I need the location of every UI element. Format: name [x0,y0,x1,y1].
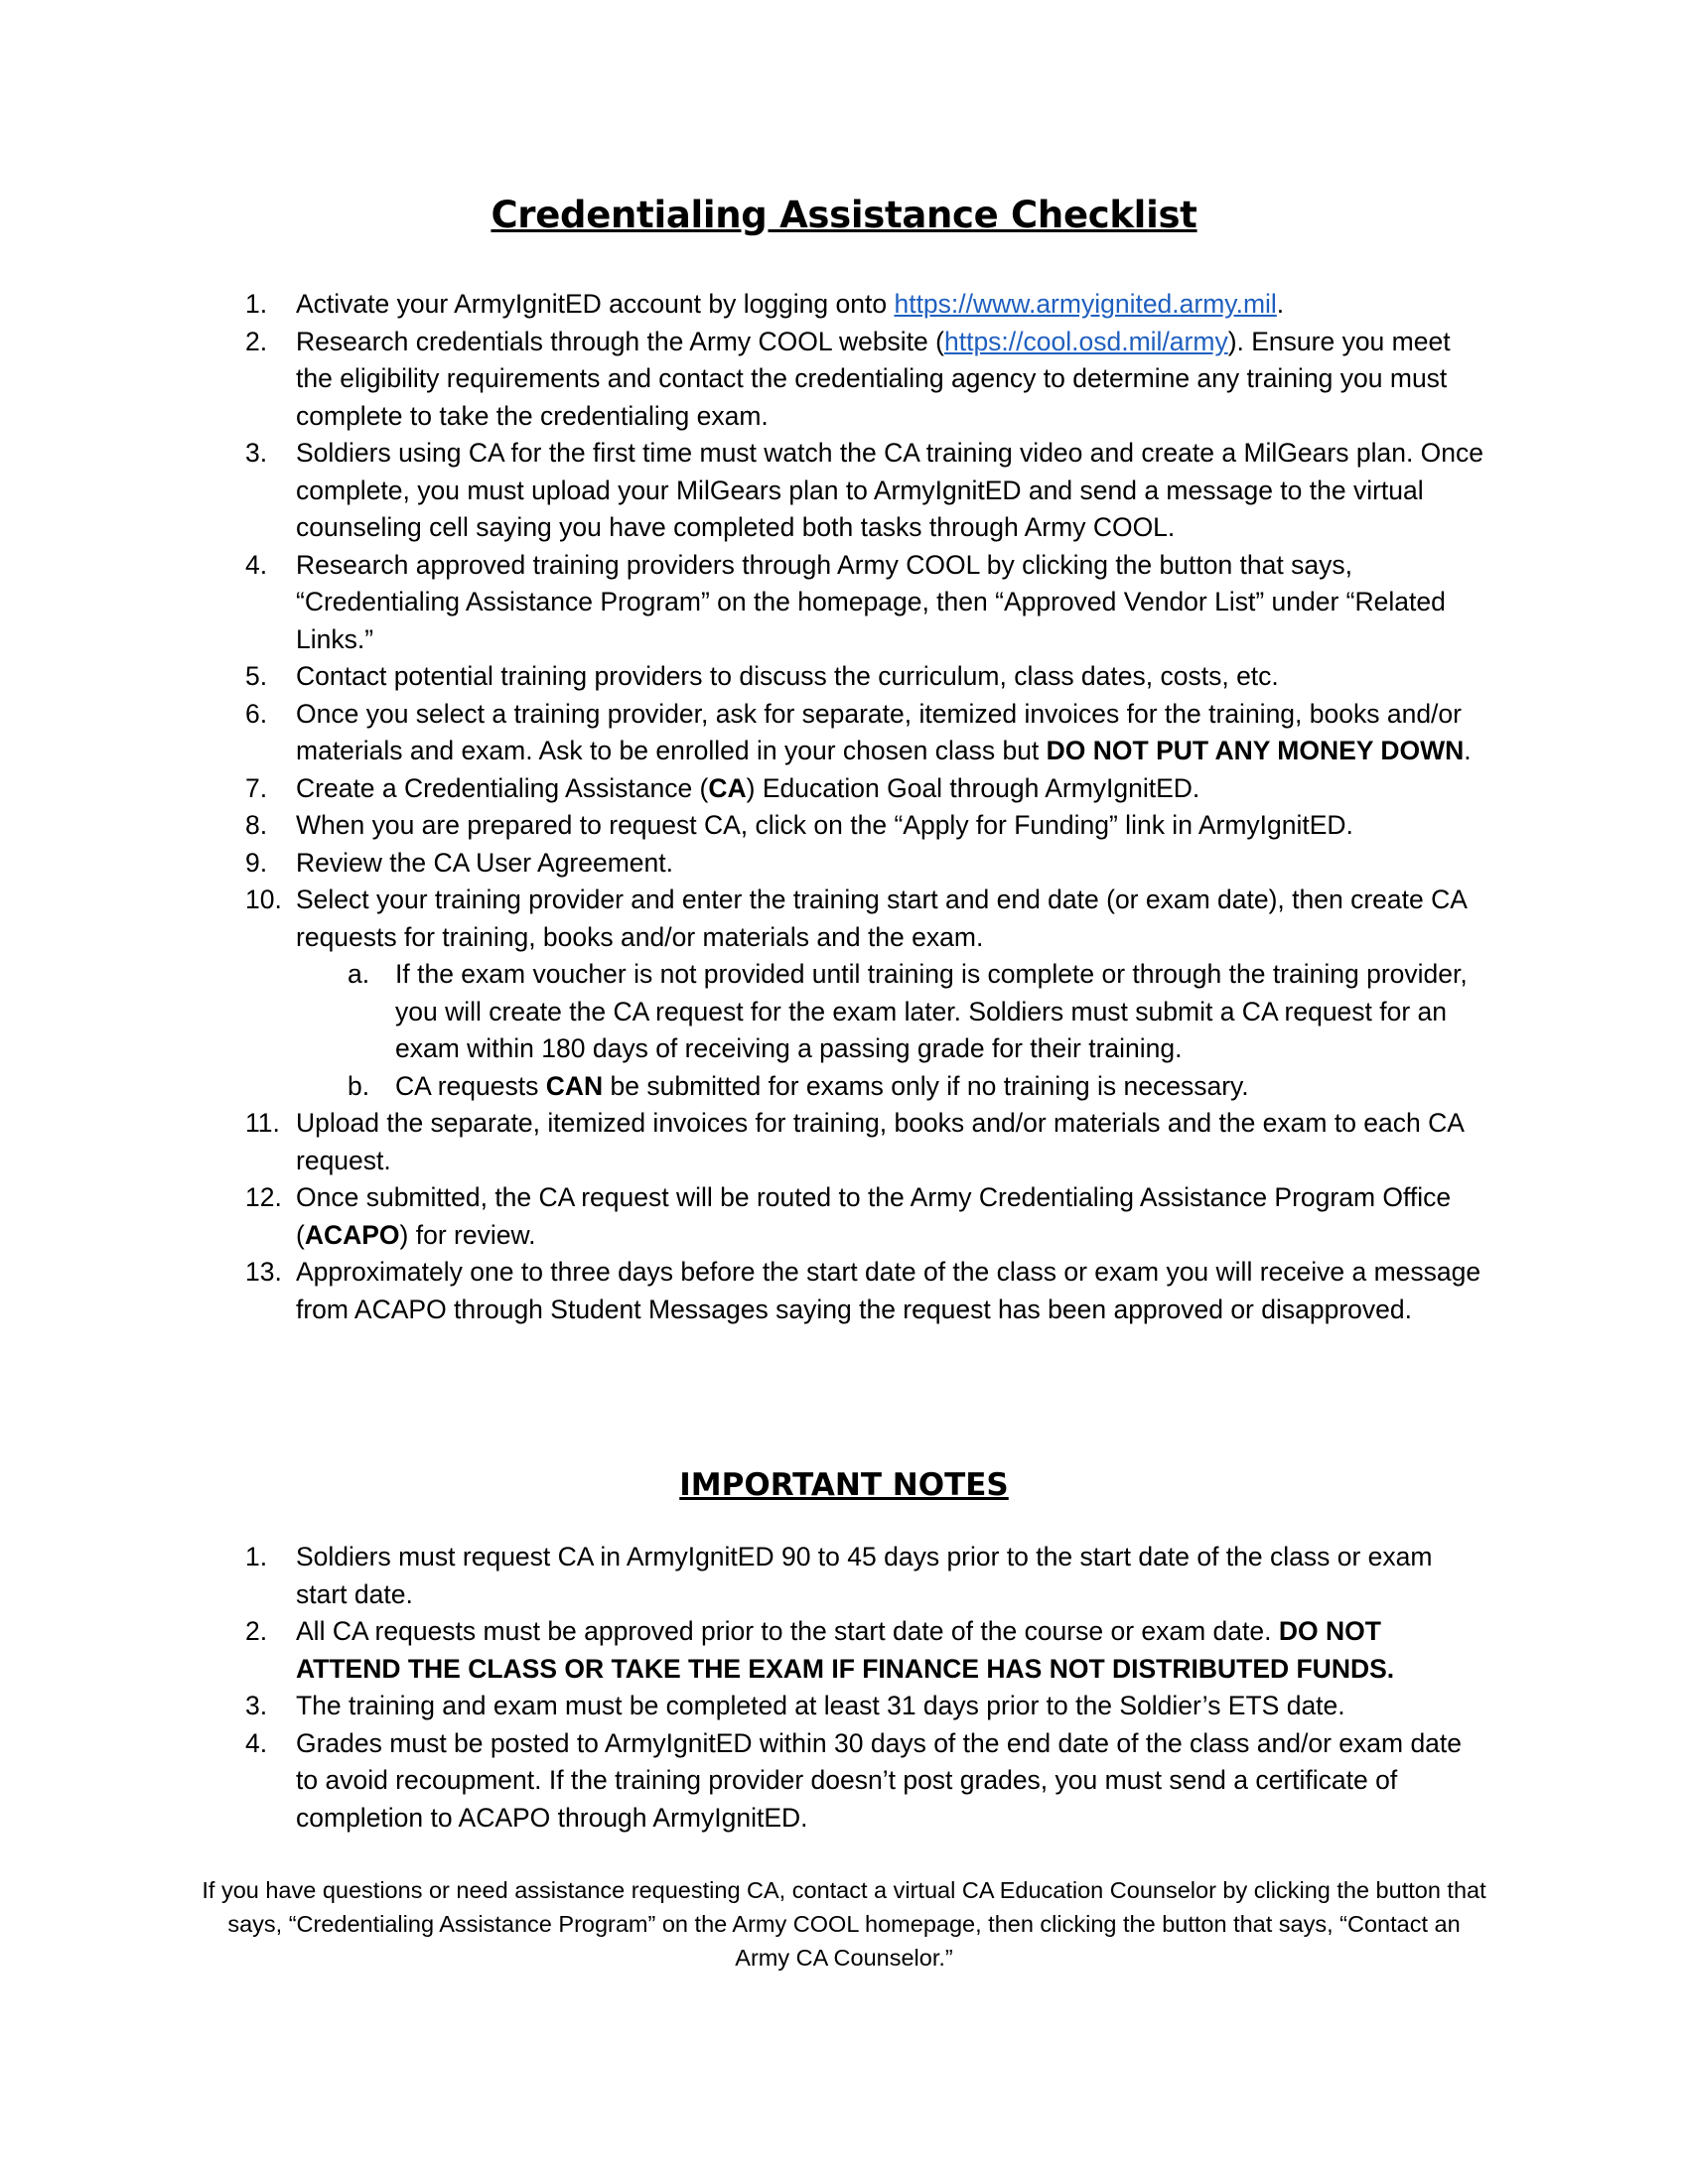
item-text: Soldiers using CA for the first time must watch the CA training video and create a MilGears plan. Once complete, you must upload your MilGears plan to ArmyIgnitED and send a message to the virtual counseling cell saying you have completed both tasks through Army COOL. [296,438,1484,542]
sub-item-letter: a. [348,959,370,989]
sub-list-item [296,956,1489,1068]
list-item [0,1613,1688,1688]
sub-list-item [296,1068,1489,1106]
list-item [0,696,1688,770]
list-item [0,1688,1688,1725]
emphasis-text: DO NOT PUT ANY MONEY DOWN [1046,736,1465,765]
item-number: 12. [245,1182,282,1212]
emphasis-text: CAN [545,1070,604,1101]
item-text: Once you select a training provider, ask for separate, itemized invoices for the training, books and/or materials and exam. Ask to be enrolled in your chosen class but [296,698,1462,765]
item-number: 1. [245,1542,268,1571]
item-text: CA requests [395,1070,546,1101]
important-notes-list [0,1539,1688,1837]
list-item [0,845,1688,883]
item-text: Activate your ArmyIgnitED account by logging onto [296,289,895,319]
item-number: 7. [245,772,268,803]
item-text: ) for review. [399,1219,536,1250]
item-number: 3. [245,1691,268,1720]
armyignited-link[interactable]: https://www.armyignited.army.mil [894,289,1277,319]
item-text: Create a Credentialing Assistance ( [296,772,709,803]
item-number: 4. [245,549,268,580]
item-text: Grades must be posted to ArmyIgnitED within 30 days of the end date of the class and/or exam date to avoid recoupment. If the training provider doesn’t post grades, you must send a certificate of completion to ACAPO through ArmyIgnitED. [296,1727,1463,1833]
item-text: Upload the separate, itemized invoices for training, books and/or materials and the exam to each CA request. [296,1108,1464,1175]
item-text: Soldiers must request CA in ArmyIgnitED 90 to 45 days prior to the start date of the class or exam start date. [296,1542,1433,1609]
page-title: Credentialing Assistance Checklist [491,194,1197,236]
item-text: . [1464,736,1472,765]
sub-item-letter: b. [348,1070,370,1101]
item-text: The training and exam must be completed at least 31 days prior to the Soldier’s ETS date. [296,1691,1345,1720]
item-number: 1. [245,289,268,319]
item-text: ). Ensure you meet the eligibility requirements and contact the credentialing agency to determine any training you must complete to take the credentialing exam. [296,326,1451,431]
list-item [0,435,1688,547]
list-item [0,1179,1688,1254]
list-item [0,324,1688,436]
item-number: 6. [245,698,268,729]
list-item [0,1725,1688,1838]
list-item [0,807,1688,845]
item-text: be submitted for exams only if no training is necessary. [603,1070,1249,1101]
list-item [0,770,1688,808]
item-number: 11. [245,1108,280,1138]
item-text: Approximately one to three days before the start date of the class or exam you will receive a message from ACAPO through Student Messages saying the request has been approved or disapproved. [296,1257,1481,1324]
item-text: If the exam voucher is not provided until training is complete or through the training provider, you will create the CA request for the exam later. Soldiers must submit a CA request for an exam within 180 days of receiving a passing grade for their training. [395,959,1468,1063]
list-item [0,1254,1688,1328]
item-text: Research credentials through the Army COOL website ( [296,326,944,356]
item-text: Once submitted, the CA request will be routed to the Army Credentialing Assistance Program Office ( [296,1182,1452,1250]
army-cool-link[interactable]: https://cool.osd.mil/army [943,326,1228,356]
item-number: 8. [245,810,268,840]
emphasis-text: DO NOT ATTEND THE CLASS OR TAKE THE EXAM IF FINANCE HAS NOT DISTRIBUTED FUNDS. [296,1616,1395,1684]
checklist-steps [0,286,1688,1328]
item-text: Research approved training providers through Army COOL by clicking the button that says, “Credentialing Assistance Program” on the homepage, then “Approved Vendor List” under “Related Links.” [296,549,1446,654]
sub-list [296,956,1489,1105]
important-notes-heading: IMPORTANT NOTES [679,1467,1009,1503]
item-text: Review the CA User Agreement. [296,847,674,878]
item-text: Contact potential training providers to discuss the curriculum, class dates, costs, etc. [296,661,1279,691]
item-text: . [1276,289,1285,319]
list-item [0,658,1688,696]
emphasis-text: ACAPO [304,1219,400,1250]
item-number: 10. [245,885,282,914]
footer-note: If you have questions or need assistance requesting CA, contact a virtual CA Education Counselor by clicking the button that says, “Credentialing Assistance Program” on the Army COOL homepage, then clicking the button that says, “Contact an Army CA Counselor.” [202,1877,1486,1971]
item-number: 5. [245,661,268,691]
list-item [0,1539,1688,1613]
item-number: 13. [245,1257,282,1287]
item-number: 9. [245,847,268,878]
list-item [0,1105,1688,1179]
list-item [0,547,1688,659]
item-number: 4. [245,1727,268,1758]
item-text: ) Education Goal through ArmyIgnitED. [746,772,1200,803]
item-text: When you are prepared to request CA, click on the “Apply for Funding” link in ArmyIgnitED. [296,810,1353,840]
item-number: 3. [245,438,268,468]
item-number: 2. [245,326,268,356]
list-item [0,882,1688,1105]
list-item [0,286,1688,324]
item-number: 2. [245,1616,268,1646]
item-text: All CA requests must be approved prior to the start date of the course or exam date. [296,1616,1279,1646]
item-text: Select your training provider and enter the training start and end date (or exam date), then create CA requests for training, books and/or materials and the exam. [296,885,1467,952]
emphasis-text: CA [708,772,747,803]
